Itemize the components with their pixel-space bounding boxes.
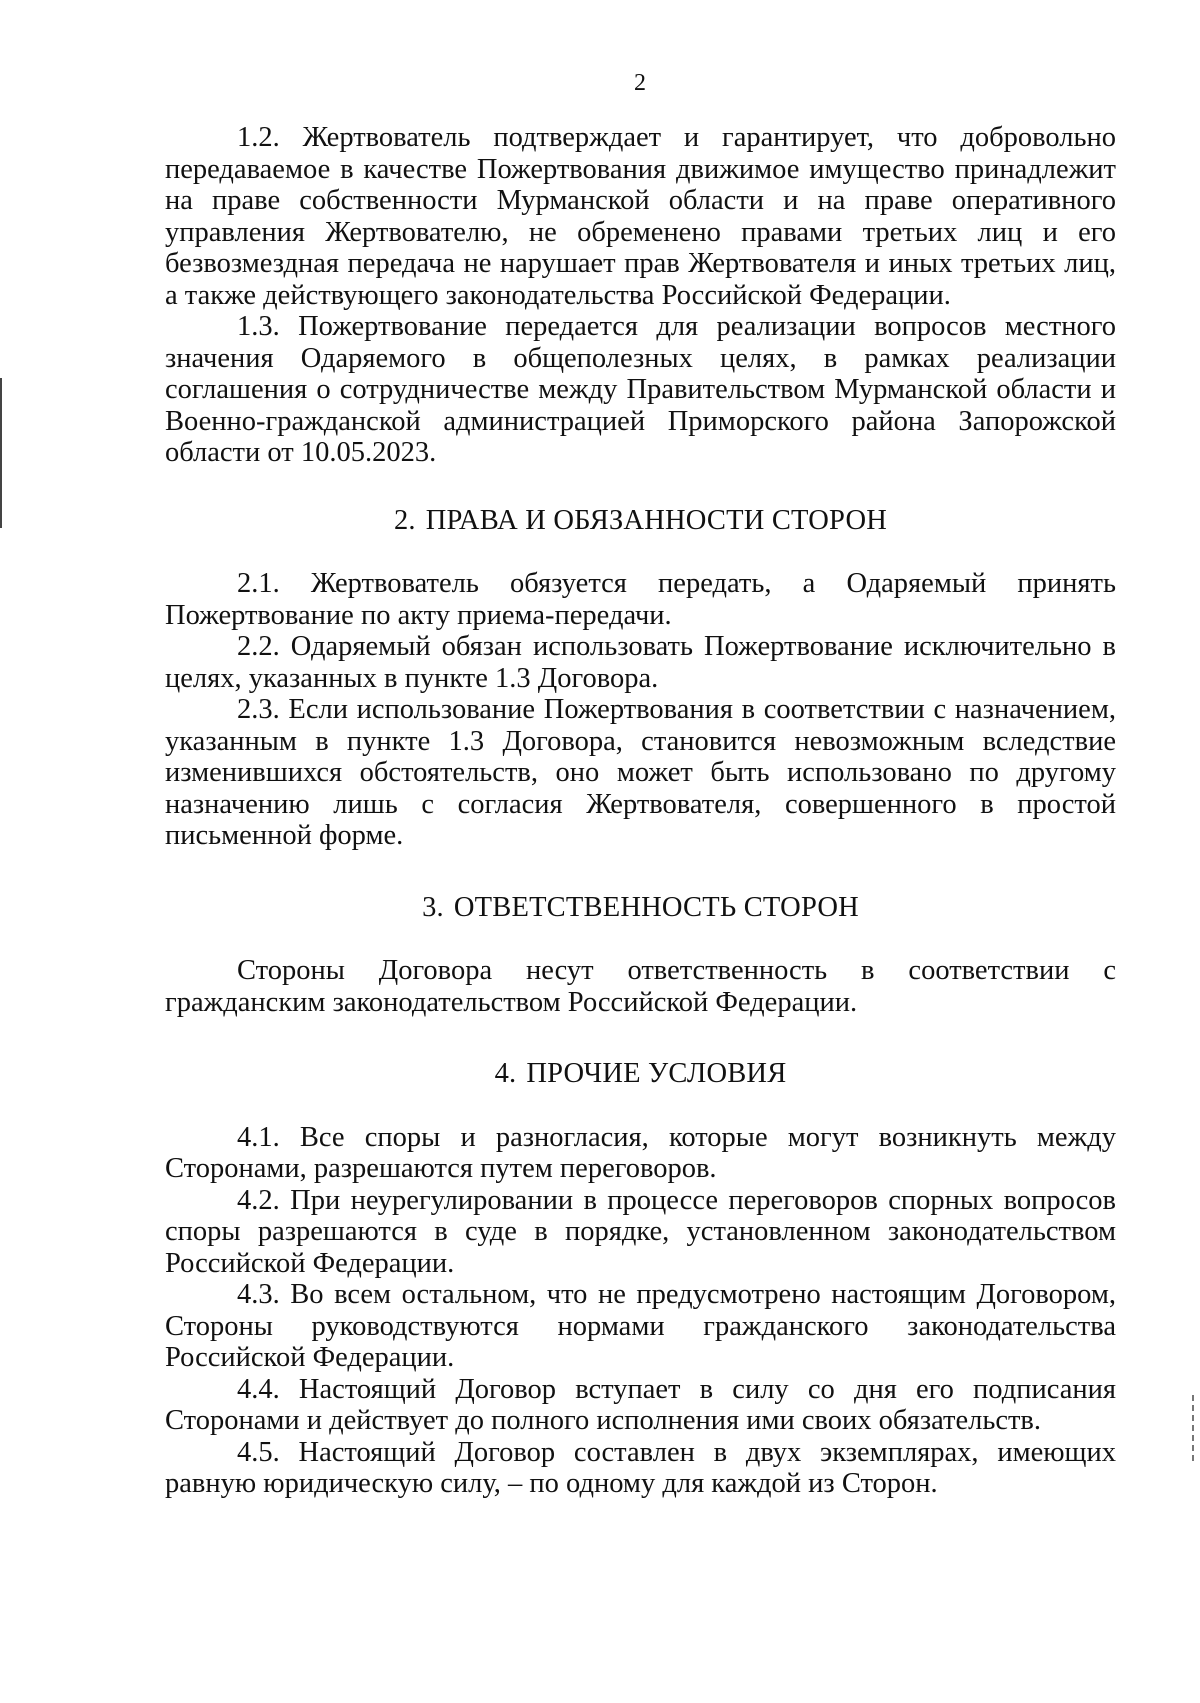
paragraph-3: Стороны Договора несут ответственность в соответствии с гражданским законодательством Российской Федерации. [165, 955, 1116, 1018]
document-body [165, 122, 1116, 1500]
section-title: ПРАВА И ОБЯЗАННОСТИ СТОРОН [425, 504, 888, 536]
paragraph-2-1: 2.1. Жертвователь обязуется передать, а Одаряемый принять Пожертвование по акту приема-передачи. [165, 568, 1116, 631]
paragraph-2-2: 2.2. Одаряемый обязан использовать Пожертвование исключительно в целях, указанных в пункте 1.3 Договора. [165, 631, 1116, 694]
section-2 [165, 505, 1116, 852]
scan-edge-mark [0, 378, 2, 528]
section-number: 2. [393, 504, 416, 536]
paragraph-4-3: 4.3. Во всем остальном, что не предусмотрено настоящим Договором, Стороны руководствуются нормами гражданского законодательства Российской Федерации. [165, 1279, 1116, 1373]
paragraph-2-3: 2.3. Если использование Пожертвования в соответствии с назначением, указанным в пункте 1.3 Договора, становится невозможным вследствие изменившихся обстоятельств, оно может быть использовано по другому назначению лишь с согласия Жертвователя, совершенного в простой письменной форме. [165, 694, 1116, 851]
section-number: 3. [422, 891, 444, 923]
paragraph-1-3: 1.3. Пожертвование передается для реализации вопросов местного значения Одаряемого в общеполезных целях, в рамках реализации соглашения о сотрудничестве между Правительством Мурманской области и Военно-гражданской администрацией Приморского района Запорожской области от 10.05.2023. [165, 311, 1116, 468]
section-3 [165, 892, 1116, 1019]
section-heading [165, 505, 1116, 537]
paragraph-1-2: 1.2. Жертвователь подтверждает и гарантирует, что добровольно передаваемое в качестве Пожертвования движимое имущество принадлежит на праве собственности Мурманской области и на праве оперативного управления Жертвователю, не обременено правами третьих лиц и его безвозмездная передача не нарушает прав Жертвователя и иных третьих лиц, а также действующего законодательства Российской Федерации. [165, 122, 1116, 311]
paragraph-4-2: 4.2. При неурегулировании в процессе переговоров спорных вопросов споры разрешаются в суде в порядке, установленном законодательством Российской Федерации. [165, 1184, 1116, 1279]
section-heading [165, 892, 1116, 924]
paragraph-4-4: 4.4. Настоящий Договор вступает в силу со дня его подписания Сторонами и действует до полного исполнения ими своих обязательств. [165, 1373, 1116, 1436]
section-number: 4. [494, 1058, 517, 1089]
page-number: 2 [634, 70, 646, 96]
paragraph-4-1: 4.1. Все споры и разногласия, которые могут возникнуть между Сторонами, разрешаются путем переговоров. [165, 1121, 1116, 1184]
paragraph-4-5: 4.5. Настоящий Договор составлен в двух экземплярах, имеющих равную юридическую силу, – по одному для каждой из Сторон. [165, 1436, 1116, 1499]
scan-edge-mark [1192, 1395, 1194, 1465]
section-4 [165, 1058, 1116, 1500]
section-title: ПРОЧИЕ УСЛОВИЯ [526, 1058, 787, 1089]
section-title: ОТВЕТСТВЕННОСТЬ СТОРОН [453, 891, 859, 923]
section-heading [165, 1058, 1116, 1090]
